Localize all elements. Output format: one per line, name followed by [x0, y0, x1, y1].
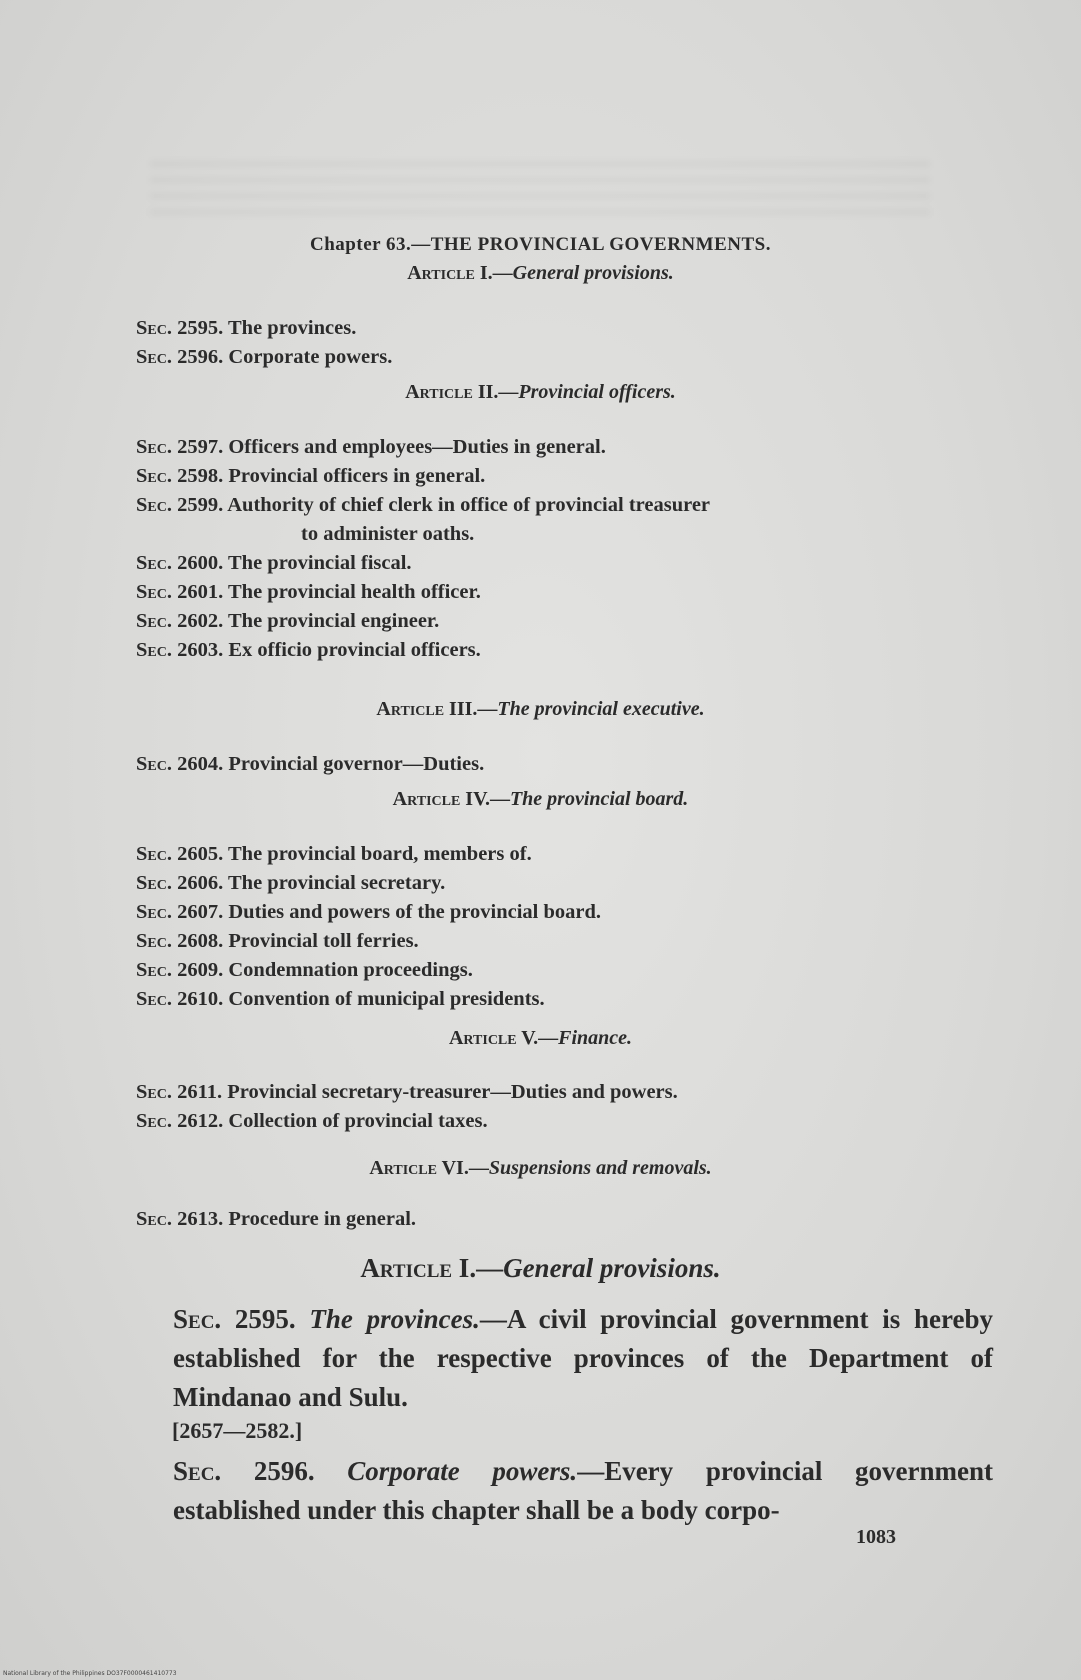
citation: [2657—2582.]	[172, 1418, 303, 1443]
article-heading: Article II.—Provincial officers.	[405, 381, 676, 403]
toc-entry: Sec. 2613. Procedure in general.	[136, 1208, 417, 1230]
section-list	[136, 750, 996, 779]
toc-entry: Sec. 2609. Condemnation proceedings.	[136, 959, 473, 981]
page-number: 1083	[856, 1526, 896, 1548]
toc-entry: Sec. 2601. The provincial health officer.	[136, 581, 481, 603]
section-list	[136, 840, 996, 1014]
article-heading: Article III.—The provincial executive.	[376, 698, 705, 720]
toc-entry: Sec. 2599. Authority of chief clerk in office of provincial treasurer to administer oaths.	[136, 494, 711, 545]
toc-entry: Sec. 2611. Provincial secretary-treasurer—Duties and powers.	[136, 1081, 678, 1103]
toc-entry: Sec. 2596. Corporate powers.	[136, 346, 393, 368]
section-number: Sec. 2595.	[173, 1304, 296, 1334]
toc-entry: Sec. 2603. Ex officio provincial officers.	[136, 639, 481, 661]
chapter-title: Chapter 63.—THE PROVINCIAL GOVERNMENTS.	[310, 234, 771, 255]
toc-entry: Sec. 2605. The provincial board, members of.	[136, 843, 532, 865]
toc-entry: Sec. 2608. Provincial toll ferries.	[136, 930, 419, 952]
section-title: The provinces.	[309, 1304, 480, 1334]
body-article-heading: Article I.—General provisions.	[360, 1253, 721, 1283]
article-heading: Article VI.—Suspensions and removals.	[369, 1157, 712, 1179]
section-2595-paragraph	[143, 1300, 993, 1417]
article-heading: Article V.—Finance.	[448, 1027, 633, 1049]
section-title: Corporate powers.	[347, 1456, 578, 1486]
toc-entry: Sec. 2604. Provincial governor—Duties.	[136, 753, 485, 775]
toc-entry: Sec. 2597. Officers and employees—Duties in general.	[136, 436, 606, 458]
section-list	[136, 1078, 996, 1136]
toc-entry: Sec. 2602. The provincial engineer.	[136, 610, 440, 632]
toc-entry: Sec. 2610. Convention of municipal presidents.	[136, 988, 545, 1010]
toc-entry: Sec. 2607. Duties and powers of the provincial board.	[136, 901, 601, 923]
article-heading: Article I.—General provisions.	[407, 262, 674, 284]
show-through-smudge	[150, 160, 930, 220]
section-text: —Every provincial government established under this chapter shall be a body corpo-	[173, 1456, 993, 1525]
section-2596-paragraph	[143, 1452, 993, 1530]
toc-entry: Sec. 2598. Provincial officers in general.	[136, 465, 486, 487]
section-list	[136, 314, 996, 372]
article-heading: Article IV.—The provincial board.	[392, 788, 689, 810]
toc-entry: Sec. 2600. The provincial fiscal.	[136, 552, 412, 574]
toc-entry: Sec. 2612. Collection of provincial taxes.	[136, 1110, 488, 1132]
toc-entry: Sec. 2606. The provincial secretary.	[136, 872, 446, 894]
section-list	[136, 433, 996, 665]
section-list	[136, 1205, 996, 1234]
library-footer: National Library of the Philippines DO37F0000461410773	[3, 1670, 177, 1677]
section-number: Sec. 2596.	[173, 1456, 315, 1486]
section-text: —A civil provincial government is hereby established for the respective provinces of the Department of Mindanao and Sulu.	[173, 1304, 993, 1412]
toc-entry: Sec. 2595. The provinces.	[136, 317, 357, 339]
